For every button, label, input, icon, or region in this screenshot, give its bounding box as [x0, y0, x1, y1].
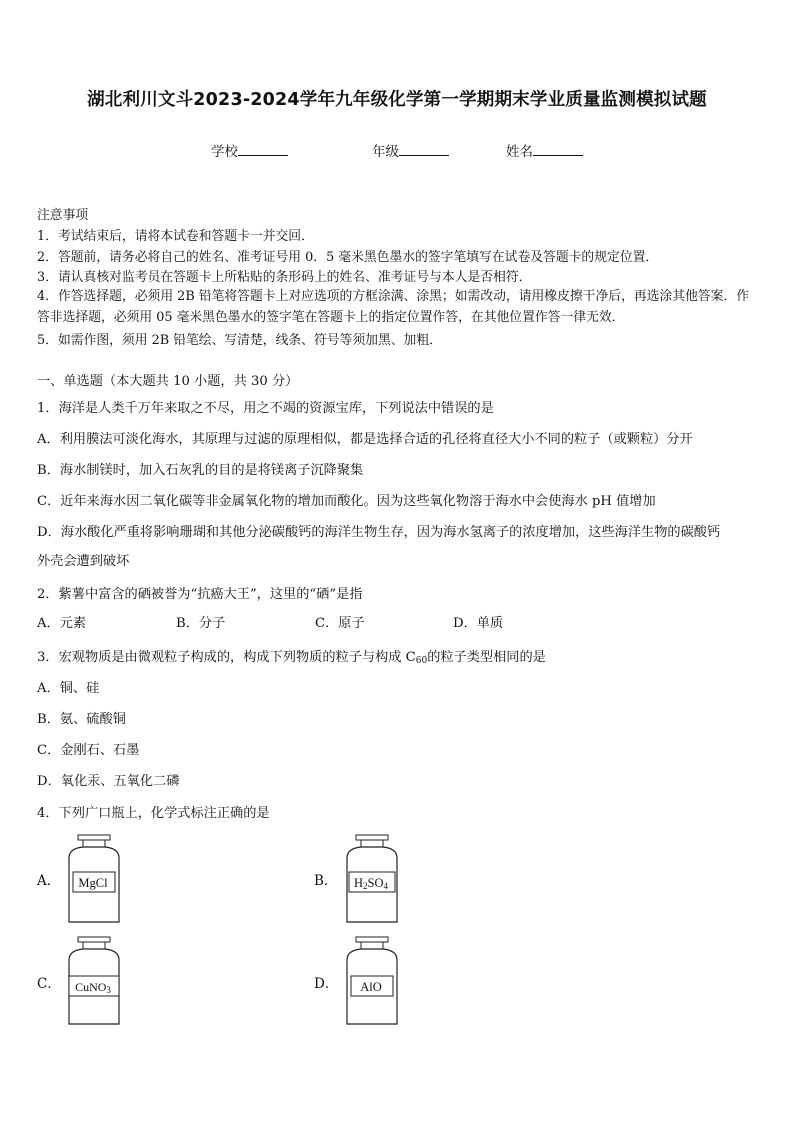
q4-option-b-letter: B．: [314, 873, 338, 889]
q4-option-d-label: AlO: [360, 980, 382, 994]
notice-item-4: 4．作答选择题，必须用 2B 铅笔将答题卡上对应选项的方框涂满、涂黑；如需改动，请用橡皮擦干净后，再选涂其他答案．作答非选择题，必须用 05 毫米黑色墨水的签字笔在答题卡上的指定位置作答，在其他位置作答一律无效．: [37, 289, 750, 325]
q3-option-d: D．氧化汞、五氧化二磷: [37, 774, 180, 789]
q3-option-b: B．氨、硫酸铜: [37, 712, 126, 727]
q3-stem-post: 的粒子类型相同的是: [427, 650, 546, 665]
notice-item-3: 3．请认真核对监考员在答题卡上所粘贴的条形码上的姓名、准考证号与本人是否相符．: [37, 270, 532, 285]
q4-option-a-bottle: [67, 834, 121, 924]
b-label-h: H: [353, 876, 364, 890]
page-title: 湖北利川文斗2023-2024学年九年级化学第一学期期末学业质量监测模拟试题: [87, 90, 707, 110]
b-label-so: SO: [367, 876, 384, 890]
name-blank[interactable]: [533, 142, 583, 156]
school-label: 学校: [211, 144, 238, 160]
notice-heading: 注意事项: [37, 208, 89, 223]
student-info-row: [0, 140, 794, 160]
q1-option-c: C．近年来海水因二氧化碳等非金属氧化物的增加而酸化。因为这些氧化物溶于海水中会使海水 pH 值增加: [37, 494, 656, 509]
grade-field[interactable]: [372, 140, 449, 160]
q4-option-b-bottle: [345, 834, 399, 924]
b-label-sub-4: 4: [383, 881, 388, 891]
q4-option-c-bottle: [67, 936, 121, 1026]
q2-stem: 2．紫薯中富含的硒被誉为“抗癌大王”，这里的“硒”是指: [37, 587, 363, 602]
q4-stem: 4．下列广口瓶上，化学式标注正确的是: [37, 806, 270, 821]
q1-option-d-cont: 外壳会遭到破坏: [37, 554, 130, 569]
q3-option-c: C．金刚石、石墨: [37, 743, 140, 758]
q3-stem-pre: 3．宏观物质是由微观粒子构成的，构成下列物质的粒子与构成 C: [37, 650, 416, 665]
q2-option-c: C．原子: [315, 616, 365, 631]
q4-option-b-label: [345, 876, 397, 891]
q4-option-a-letter: A．: [37, 873, 61, 889]
b-label-sub-2: 2: [363, 881, 368, 891]
name-label: 姓名: [506, 144, 533, 160]
q4-option-d-letter: D．: [314, 976, 339, 992]
q1-stem: 1．海洋是人类千万年来取之不尽，用之不竭的资源宝库，下列说法中错误的是: [37, 401, 494, 416]
q4-option-c-label: [67, 980, 119, 995]
q1-option-a: A．利用膜法可淡化海水，其原理与过滤的原理相似，都是选择合适的孔径将直径大小不同的粒子（或颗粒）分开: [37, 432, 693, 447]
section-heading: 一、单选题（本大题共 10 小题，共 30 分）: [37, 374, 299, 389]
notice-item-1: 1．考试结束后，请将本试卷和答题卡一并交回．: [37, 229, 314, 244]
q3-option-a: A．铜、硅: [37, 681, 100, 696]
q3-stem: [37, 646, 546, 666]
q4-option-a-label: MgCl: [78, 876, 108, 890]
q2-option-b: B．分子: [176, 616, 226, 631]
grade-blank[interactable]: [399, 142, 449, 156]
q1-option-d: D．海水酸化严重将影响珊瑚和其他分泌碳酸钙的海洋生物生存，因为海水氢离子的浓度增加，这些海洋生物的碳酸钙: [37, 525, 721, 540]
name-field[interactable]: [506, 140, 583, 160]
c-label-sub-3: 3: [106, 985, 111, 995]
notice-item-5: 5．如需作图，须用 2B 铅笔绘、写清楚，线条、符号等须加黑、加粗．: [37, 333, 442, 348]
q1-option-b: B．海水制镁时，加入石灰乳的目的是将镁离子沉降聚集: [37, 463, 364, 478]
q4-option-c-letter: C．: [37, 976, 61, 992]
school-blank[interactable]: [238, 142, 288, 156]
notice-item-2: 2．答题前，请务必将自己的姓名、准考证号用 0．5 毫米黑色墨水的签字笔填写在试卷及答题卡的规定位置．: [37, 250, 659, 265]
c-label-cuno: CuNO: [75, 980, 107, 994]
q2-option-a: A．元素: [37, 616, 87, 631]
school-field[interactable]: [211, 140, 288, 160]
q4-option-d-bottle: [345, 936, 399, 1026]
grade-label: 年级: [372, 144, 399, 160]
q3-stem-sub: 60: [415, 656, 428, 666]
q2-options: [37, 612, 637, 632]
q2-option-d: D．单质: [453, 616, 504, 631]
